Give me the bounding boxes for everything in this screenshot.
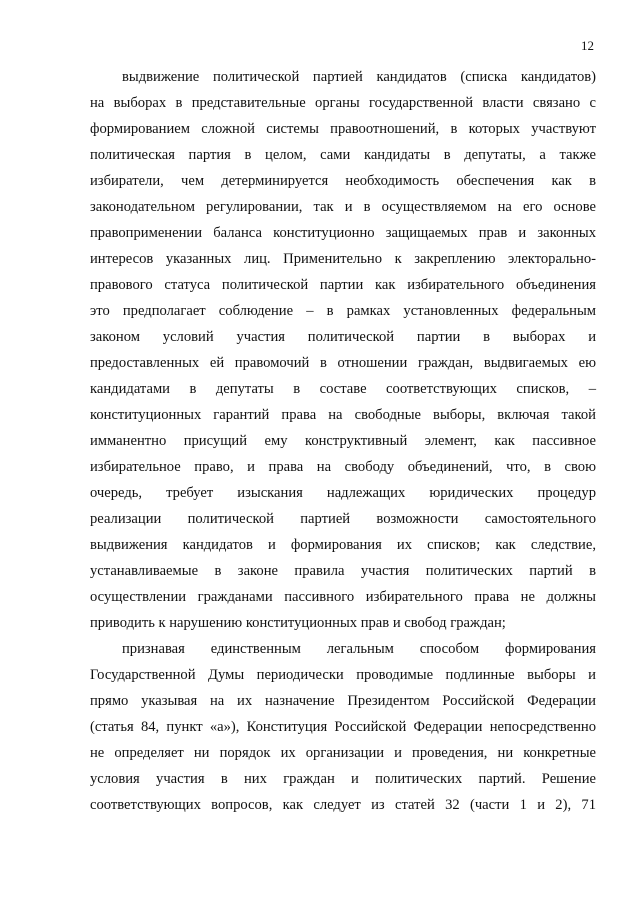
text-line: политическая партия в целом, сами кандидаты в депутаты, а также (90, 147, 596, 163)
text-line: формированием сложной системы правоотношений, в которых участвуют (90, 121, 596, 137)
text-line: это предполагает соблюдение – в рамках установленных федеральным (90, 303, 596, 319)
text-line: прямо указывая на их назначение Президентом Российской Федерации (90, 693, 596, 709)
paragraph-1 (90, 64, 596, 636)
paragraph-2 (90, 636, 596, 818)
text-line: предоставленных ей правомочий в отношении граждан, выдвигаемых ею (90, 355, 596, 371)
text-line: на выборах в представительные органы государственной власти связано с (90, 95, 596, 111)
text-line: имманентно присущий ему конструктивный элемент, как пассивное (90, 433, 596, 449)
text-line: реализации политической партией возможности самостоятельного (90, 511, 596, 527)
page-number: 12 (581, 38, 594, 53)
text-line: конституционных гарантий права на свободные выборы, включая такой (90, 407, 596, 423)
text-line: условия участия в них граждан и политических партий. Решение (90, 771, 596, 787)
text-line: выдвижение политической партией кандидатов (списка кандидатов) (122, 69, 596, 85)
text-line: соответствующих вопросов, как следует из статей 32 (части 1 и 2), 71 (90, 797, 596, 813)
text-line: Государственной Думы периодически проводимые подлинные выборы и (90, 667, 596, 683)
text-line: законодательном регулировании, так и в осуществляемом на его основе (90, 199, 596, 215)
text-line: избиратели, чем детерминируется необходимость обеспечения как в (90, 173, 596, 189)
text-line: признавая единственным легальным способом формирования (122, 641, 596, 657)
text-line: очередь, требует изыскания надлежащих юридических процедур (90, 485, 596, 501)
text-line: кандидатами в депутаты в составе соответствующих списков, – (90, 381, 596, 397)
text-line: приводить к нарушению конституционных прав и свобод граждан; (90, 615, 506, 631)
text-line: устанавливаемые в законе правила участия политических партий в (90, 563, 596, 579)
text-line: осуществлении гражданами пассивного избирательного права не должны (90, 589, 596, 605)
document-body (90, 64, 596, 818)
text-line: (статья 84, пункт «а»), Конституция Российской Федерации непосредственно (90, 719, 596, 735)
text-line: правового статуса политической партии как избирательного объединения (90, 277, 596, 293)
text-line: не определяет ни порядок их организации и проведения, ни конкретные (90, 745, 596, 761)
text-line: выдвижения кандидатов и формирования их списков; как следствие, (90, 537, 596, 553)
text-line: интересов указанных лиц. Применительно к закреплению электорально- (90, 251, 596, 267)
text-line: правоприменении баланса конституционно защищаемых прав и законных (90, 225, 596, 241)
text-line: избирательное право, и права на свободу объединений, что, в свою (90, 459, 596, 475)
text-line: законом условий участия политической партии в выборах и (90, 329, 596, 345)
